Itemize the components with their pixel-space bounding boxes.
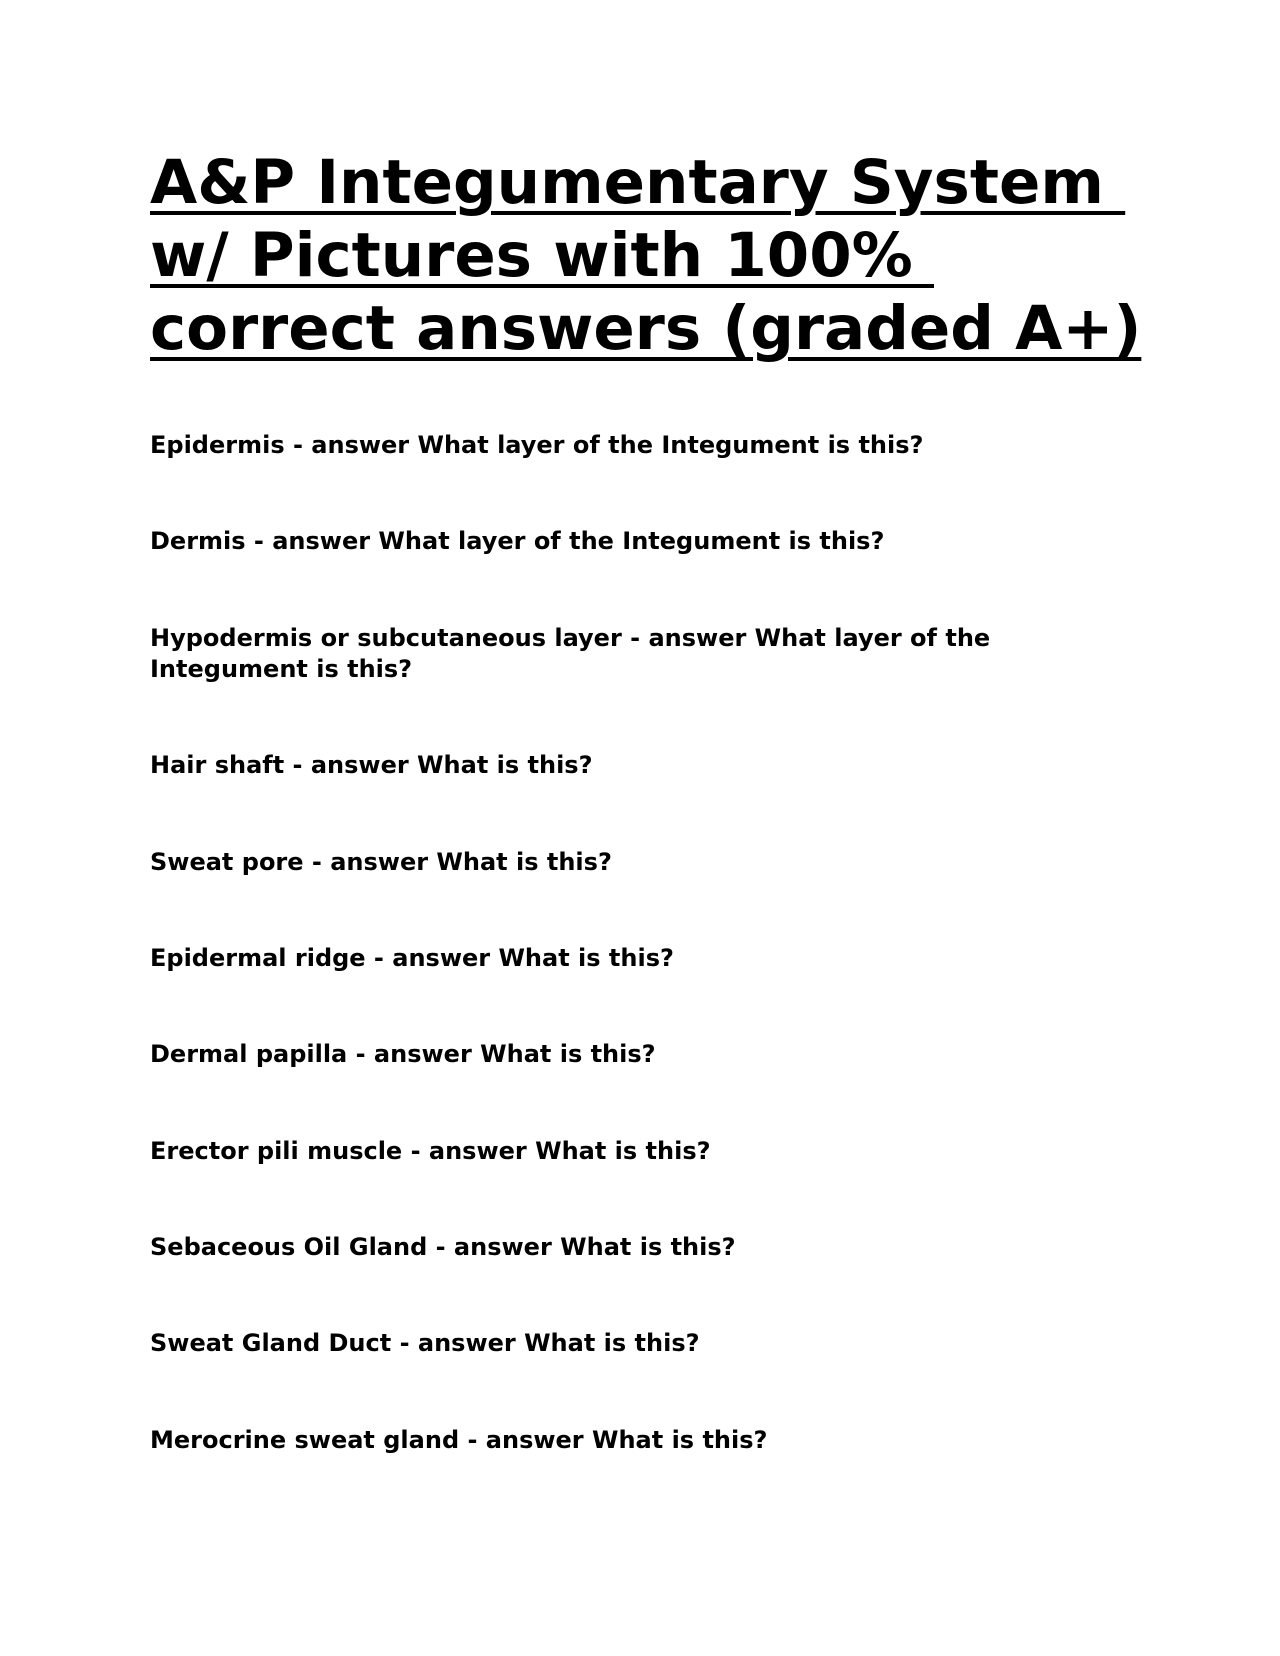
- qa-entry-epidermal-ridge: Epidermal ridge - answer What is this?: [150, 944, 674, 972]
- qa-entry-erector-pili: Erector pili muscle - answer What is this?: [150, 1137, 711, 1165]
- title-line: A&P Integumentary System: [150, 147, 1126, 218]
- qa-entry-merocrine-gland: Merocrine sweat gland - answer What is this?: [150, 1426, 768, 1454]
- title-line: w/ Pictures with 100%: [150, 220, 935, 291]
- document-title: [150, 146, 1150, 365]
- qa-entry-hair-shaft: Hair shaft - answer What is this?: [150, 751, 593, 779]
- qa-entry-epidermis: Epidermis - answer What layer of the Integument is this?: [150, 431, 924, 459]
- qa-entry-sweat-pore: Sweat pore - answer What is this?: [150, 848, 612, 876]
- qa-entry-hypodermis: Hypodermis or subcutaneous layer - answer What layer of the Integument is this?: [150, 624, 991, 683]
- title-line: correct answers (graded A+): [150, 293, 1142, 364]
- qa-entry-dermis: Dermis - answer What layer of the Integument is this?: [150, 527, 885, 555]
- qa-entry-sweat-gland-duct: Sweat Gland Duct - answer What is this?: [150, 1329, 700, 1357]
- qa-entry-sebaceous-gland: Sebaceous Oil Gland - answer What is this?: [150, 1233, 736, 1261]
- qa-entry-dermal-papilla: Dermal papilla - answer What is this?: [150, 1040, 656, 1068]
